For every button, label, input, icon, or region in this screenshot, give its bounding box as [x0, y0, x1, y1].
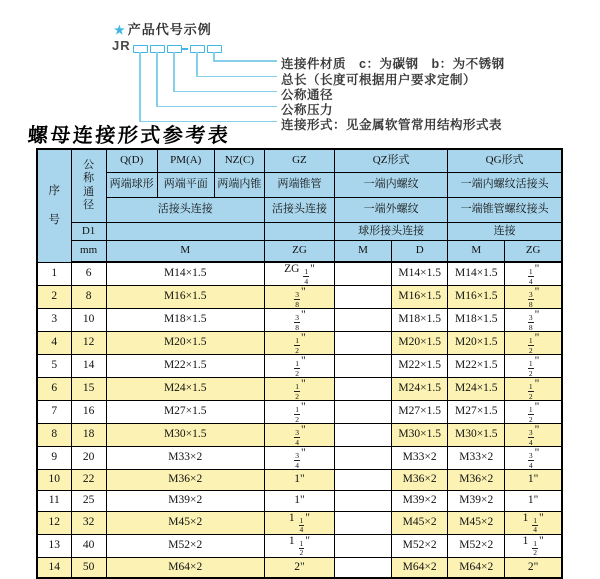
- cell-qg-m: M30×1.5: [448, 424, 505, 447]
- connector-line: [173, 52, 175, 91]
- cell-qg-zg: 1 $\frac{1}{4}$ ": [505, 511, 562, 534]
- header-form-gz: GZ: [264, 149, 334, 172]
- cell-dn: 6: [71, 262, 106, 286]
- cell-qz-d: M27×1.5: [392, 401, 448, 424]
- cell-qz-m: [335, 309, 392, 332]
- cell-qz-d: M14×1.5: [392, 262, 448, 286]
- cell-qz-m: [335, 286, 392, 309]
- cell-qz-m: [335, 534, 392, 557]
- cell-seq: 1: [37, 262, 71, 286]
- cell-qg-zg: 1 $\frac{1}{2}$ ": [505, 534, 562, 557]
- header-empty: [264, 222, 334, 240]
- cell-qz-m: [335, 332, 392, 355]
- table-row: [37, 262, 562, 286]
- cell-dn: 10: [71, 309, 106, 332]
- cell-m: M39×2: [106, 490, 264, 511]
- table-body: [37, 262, 562, 578]
- cell-qg-m: M27×1.5: [448, 401, 505, 424]
- cell-qg-zg: 2": [505, 557, 562, 578]
- cell-dn: 12: [71, 332, 106, 355]
- code-box-3: [167, 45, 182, 53]
- cell-dn: 14: [71, 355, 106, 378]
- cell-seq: 4: [37, 332, 71, 355]
- cell-m: M24×1.5: [106, 378, 264, 401]
- cell-qz-d: M16×1.5: [392, 286, 448, 309]
- cell-qz-m: [335, 378, 392, 401]
- cell-seq: 7: [37, 401, 71, 424]
- cell-m: M18×1.5: [106, 309, 264, 332]
- header-seq: 序 号: [37, 149, 71, 262]
- cell-qg-m: M36×2: [448, 470, 505, 491]
- header-conn-qz: 一端外螺纹: [335, 197, 448, 222]
- cell-qz-d: M52×2: [392, 534, 448, 557]
- header-form-nzc: NZ(C): [214, 149, 264, 172]
- cell-qg-zg: $\frac{1}{2}$ ": [505, 332, 562, 355]
- cell-seq: 10: [37, 470, 71, 491]
- cell-seq: 9: [37, 447, 71, 470]
- cell-m: M33×2: [106, 447, 264, 470]
- cell-qg-zg: $\frac{1}{2}$ ": [505, 378, 562, 401]
- cell-qg-m: M45×2: [448, 511, 505, 534]
- nut-connection-table: [36, 148, 563, 579]
- cell-dn: 18: [71, 424, 106, 447]
- cell-qz-m: [335, 424, 392, 447]
- diagram-label-material: 连接件材质 c：为碳钢 b：为不锈钢: [281, 57, 505, 71]
- cell-qg-m: M24×1.5: [448, 378, 505, 401]
- cell-gz: $\frac{3}{8}$ ": [264, 309, 334, 332]
- table-row: [37, 378, 562, 401]
- cell-qg-zg: $\frac{3}{8}$ ": [505, 286, 562, 309]
- cell-qz-d: M30×1.5: [392, 424, 448, 447]
- cell-m: M45×2: [106, 511, 264, 534]
- cell-m: M20×1.5: [106, 332, 264, 355]
- cell-gz: $\frac{1}{2}$ ": [264, 401, 334, 424]
- cell-qz-m: [335, 447, 392, 470]
- cell-qz-d: M39×2: [392, 490, 448, 511]
- cell-qz-d: M24×1.5: [392, 378, 448, 401]
- header-conn-union: 活接头连接: [106, 197, 264, 222]
- code-box-2: [150, 45, 165, 53]
- cell-seq: 3: [37, 309, 71, 332]
- cell-qg-zg: 1": [505, 470, 562, 491]
- connector-line: [196, 52, 198, 76]
- cell-gz: ZG $\frac{1}{4}$ ": [264, 262, 334, 286]
- table-row: [37, 534, 562, 557]
- cell-qg-m: M64×2: [448, 557, 505, 578]
- cell-seq: 6: [37, 378, 71, 401]
- cell-m: M52×2: [106, 534, 264, 557]
- cell-dn: 32: [71, 511, 106, 534]
- cell-gz: 1 $\frac{1}{4}$ ": [264, 511, 334, 534]
- cell-qg-m: M52×2: [448, 534, 505, 557]
- header-unit-d: D: [392, 240, 448, 262]
- header-desc-qd: 两端球形: [106, 172, 157, 197]
- cell-dn: 25: [71, 490, 106, 511]
- product-code-prefix: JR: [112, 38, 131, 53]
- header-unit-m1: M: [106, 240, 264, 262]
- cell-gz: 1": [264, 490, 334, 511]
- cell-qz-m: [335, 557, 392, 578]
- cell-qg-m: M39×2: [448, 490, 505, 511]
- cell-qg-m: M18×1.5: [448, 309, 505, 332]
- table-title: 螺母连接形式参考表: [27, 123, 232, 147]
- connector-line: [156, 106, 277, 108]
- cell-seq: 14: [37, 557, 71, 578]
- header-dn: 公 称 通 径: [71, 149, 106, 222]
- cell-qz-d: M18×1.5: [392, 309, 448, 332]
- cell-dn: 8: [71, 286, 106, 309]
- diagram-label-connection: 连接形式：见金属软管常用结构形式表: [281, 117, 503, 132]
- cell-gz: $\frac{1}{2}$ ": [264, 378, 334, 401]
- cell-qg-zg: $\frac{3}{8}$ ": [505, 309, 562, 332]
- cell-qz-m: [335, 511, 392, 534]
- cell-dn: 20: [71, 447, 106, 470]
- table-row: [37, 511, 562, 534]
- header-unit-m2: M: [335, 240, 392, 262]
- diagram-label-length: 总长（长度可根据用户要求定制）: [281, 72, 477, 87]
- diagram-label-pressure: 公称压力: [281, 102, 334, 117]
- header-conn-gz: 活接头连接: [264, 197, 334, 222]
- code-box-4: [190, 45, 205, 53]
- cell-m: M30×1.5: [106, 424, 264, 447]
- connector-line: [139, 52, 141, 121]
- cell-qg-m: M14×1.5: [448, 262, 505, 286]
- cell-gz: $\frac{1}{2}$ ": [264, 355, 334, 378]
- code-dash: [182, 48, 188, 50]
- cell-qg-m: M22×1.5: [448, 355, 505, 378]
- header-form-qz: QZ形式: [335, 149, 448, 172]
- cell-dn: 16: [71, 401, 106, 424]
- cell-m: M64×2: [106, 557, 264, 578]
- cell-qz-d: M36×2: [392, 470, 448, 491]
- cell-qz-m: [335, 262, 392, 286]
- cell-seq: 5: [37, 355, 71, 378]
- cell-seq: 2: [37, 286, 71, 309]
- table-row: [37, 490, 562, 511]
- header-ball-joint: 球形接头连接: [335, 222, 448, 240]
- cell-dn: 15: [71, 378, 106, 401]
- header-form-pma: PM(A): [157, 149, 214, 172]
- connector-line: [173, 91, 277, 93]
- cell-qg-zg: $\frac{3}{4}$ ": [505, 424, 562, 447]
- header-unit-m3: M: [448, 240, 505, 262]
- cell-qg-zg: $\frac{1}{2}$ ": [505, 355, 562, 378]
- header-form-qg: QG形式: [448, 149, 562, 172]
- header-unit-zg2: ZG: [505, 240, 562, 262]
- product-code-heading: [114, 19, 212, 38]
- cell-qz-m: [335, 401, 392, 424]
- star-icon: ★: [114, 23, 126, 37]
- cell-qz-m: [335, 355, 392, 378]
- cell-qg-m: M33×2: [448, 447, 505, 470]
- cell-seq: 8: [37, 424, 71, 447]
- code-box-5: [207, 45, 222, 53]
- cell-qg-zg: 1": [505, 490, 562, 511]
- cell-gz: $\frac{3}{8}$ ": [264, 286, 334, 309]
- cell-qg-zg: $\frac{1}{2}$ ": [505, 401, 562, 424]
- cell-seq: 11: [37, 490, 71, 511]
- cell-gz: $\frac{3}{4}$ ": [264, 447, 334, 470]
- header-conn-qg: 一端锥管螺纹接头: [448, 197, 562, 222]
- connector-line: [213, 60, 277, 62]
- table-row: [37, 401, 562, 424]
- diagram-label-diameter: 公称通径: [281, 87, 334, 102]
- header-mm: mm: [71, 240, 106, 262]
- cell-m: M14×1.5: [106, 262, 264, 286]
- header-d1: D1: [71, 222, 106, 240]
- table-row: [37, 447, 562, 470]
- table-row: [37, 424, 562, 447]
- header-desc-qg: 一端内螺纹活接头: [448, 172, 562, 197]
- cell-qg-m: M20×1.5: [448, 332, 505, 355]
- cell-qz-d: M20×1.5: [392, 332, 448, 355]
- cell-seq: 12: [37, 511, 71, 534]
- cell-gz: $\frac{3}{4}$ ": [264, 424, 334, 447]
- table-row: [37, 286, 562, 309]
- cell-gz: $\frac{1}{2}$ ": [264, 332, 334, 355]
- table-row: [37, 557, 562, 578]
- cell-qz-d: M45×2: [392, 511, 448, 534]
- cell-m: M22×1.5: [106, 355, 264, 378]
- cell-qz-d: M22×1.5: [392, 355, 448, 378]
- cell-qg-zg: $\frac{3}{4}$ ": [505, 447, 562, 470]
- cell-gz: 2": [264, 557, 334, 578]
- connector-line: [156, 52, 158, 106]
- header-desc-qz: 一端内螺纹: [335, 172, 448, 197]
- cell-dn: 22: [71, 470, 106, 491]
- cell-qz-d: M33×2: [392, 447, 448, 470]
- cell-m: M27×1.5: [106, 401, 264, 424]
- cell-qz-m: [335, 470, 392, 491]
- cell-dn: 50: [71, 557, 106, 578]
- cell-m: M36×2: [106, 470, 264, 491]
- cell-dn: 40: [71, 534, 106, 557]
- table-header: [37, 149, 562, 262]
- connector-line: [196, 76, 277, 78]
- cell-qz-d: M64×2: [392, 557, 448, 578]
- header-desc-pma: 两端平面: [157, 172, 214, 197]
- cell-seq: 13: [37, 534, 71, 557]
- header-form-qd: Q(D): [106, 149, 157, 172]
- table-row: [37, 332, 562, 355]
- header-desc-nzc: 两端内锥: [214, 172, 264, 197]
- cell-qg-zg: $\frac{1}{4}$ ": [505, 262, 562, 286]
- cell-gz: 1 $\frac{1}{2}$ ": [264, 534, 334, 557]
- header-unit-zg1: ZG: [264, 240, 334, 262]
- table-row: [37, 355, 562, 378]
- code-box-1: [133, 45, 148, 53]
- product-code-heading-text: 产品代号示例: [127, 22, 212, 37]
- header-empty: [106, 222, 264, 240]
- header-desc-gz: 两端锥管: [264, 172, 334, 197]
- table-row: [37, 470, 562, 491]
- cell-gz: 1": [264, 470, 334, 491]
- table-row: [37, 309, 562, 332]
- cell-qg-m: M16×1.5: [448, 286, 505, 309]
- header-connect: 连接: [448, 222, 562, 240]
- cell-qz-m: [335, 490, 392, 511]
- cell-m: M16×1.5: [106, 286, 264, 309]
